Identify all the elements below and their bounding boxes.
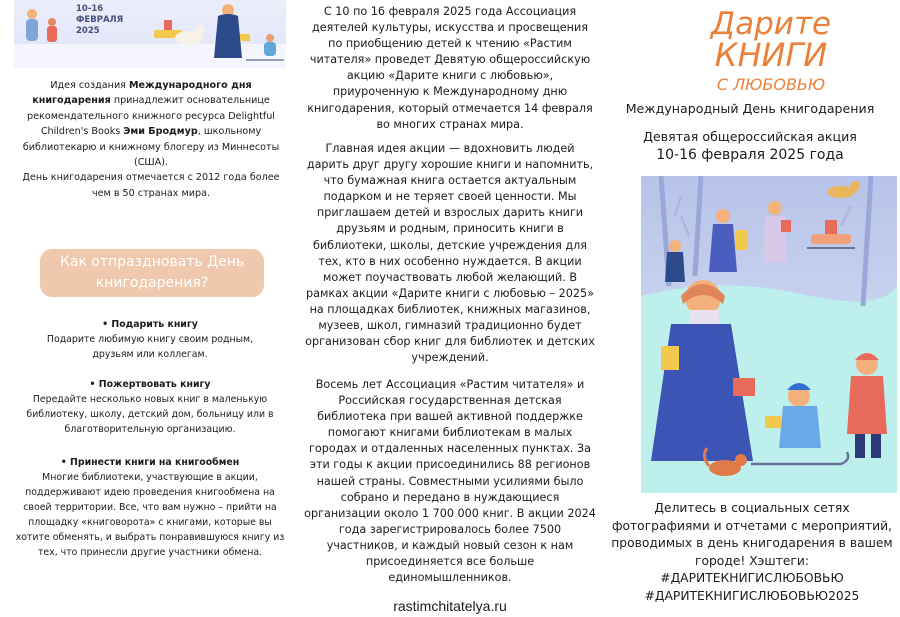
intro-text-part: Идея создания — [50, 80, 129, 91]
intro-text-part: , школьному библиотекарю и книжному блогеру из Миннесоты (США). — [22, 126, 280, 169]
way-text: Подарите любимую книгу своим родным, друзьям или коллегам. — [46, 334, 254, 360]
banner-date — [76, 4, 123, 37]
middle-paragraph-2: Главная идея акции — вдохновить людей дарить друг другу хорошие книги и напомнить, что бумажная книга остается актуальным подарком и не теряет своей ценности. Мы приглашаем детей и взрослых дарить книги друзьям и родным, приносить книги в библиотеки, школы, детские учреждения для тех, кто в них особенно нуждается. В акции может поучаствовать любой желающий. В рамках акции «Дарите книги с любовью – 2025» на площадках библиотек, книжных магазинов, музеев, школ, гимназий традиционно будет организован сбор книг для библиотек и детских учреждений. — [305, 142, 595, 365]
main-illustration — [641, 176, 897, 493]
campaign-logo — [696, 4, 846, 96]
banner-date-month: ФЕВРАЛЯ — [76, 15, 124, 25]
intro-paragraph-1 — [22, 78, 280, 170]
way-item — [8, 455, 292, 560]
hashtag-1[interactable]: #ДАРИТЕКНИГИСЛЮБОВЬЮ — [660, 571, 844, 586]
intro-text-part: принадлежит основательнице рекомендательного книжного ресурса Delightful Children's Books — [27, 95, 275, 138]
middle-paragraph-1: С 10 по 16 февраля 2025 года Ассоциация деятелей культуры, искусства и просвещения по приобщению детей к чтению «Растим читателя» проведет Девятую общероссийскую акцию «Дарите книги с любовью», приуроченную к Международному дню книгодарения, который отмечается 14 февраля во многих странах мира. — [307, 5, 593, 131]
howto-heading: Как отпраздновать День книгодарения? — [40, 249, 264, 297]
middle-paragraph-3: Восемь лет Ассоциация «Растим читателя» и Российская государственная детская библиотека при вашей активной поддержке помогают книгами библиотекам в малых городах и отдаленных населенных пунктах. За эти годы к акции присоединились 88 регионов нашей страны. Совместными усилиями было собрано и передано в нуждающиеся организации около 1 700 000 книг. В акции 2024 года зарегистрировалось более 7500 участников, и каждый новый сезон к нам присоединяется все больше единомышленников. — [304, 378, 596, 585]
logo-line-3: С ЛЮБОВЬЮ — [716, 75, 826, 94]
action-title: Девятая общероссийская акция — [643, 129, 857, 144]
banner-illustration — [14, 0, 286, 68]
left-panel — [0, 0, 300, 617]
share-block — [610, 500, 894, 606]
way-item — [8, 317, 292, 362]
banner-date-days: 10-16 — [76, 4, 104, 14]
way-title: • Принести книги на книгообмен — [60, 457, 240, 468]
action-dates: 10-16 февраля 2025 года — [656, 147, 844, 163]
banner-date-year: 2025 — [76, 26, 100, 36]
intro-bold-holiday: Международного дня книгодарения — [32, 80, 252, 107]
way-title: • Пожертвовать книгу — [89, 379, 211, 390]
way-text: Передайте несколько новых книг в маленькую библиотеку, школу, детский дом, больницу или в благотворительную организацию. — [26, 394, 274, 435]
logo-line-1: Дарите — [710, 6, 832, 42]
logo-line-2: КНИГИ — [714, 36, 828, 74]
intro-bold-author: Эми Бродмур — [123, 126, 198, 138]
intro-text — [22, 78, 280, 201]
hashtag-2[interactable]: #ДАРИТЕКНИГИСЛЮБОВЬЮ2025 — [644, 588, 860, 603]
website-link[interactable]: rastimchitatelya.ru — [393, 598, 507, 614]
winter-reading-illustration — [641, 176, 897, 493]
way-text: Многие библиотеки, участвующие в акции, поддерживают идею проведения книгообмена на своей территории. Все, что вам нужно – прийти на площадку «книговорота» с книгами, которые вы хотите обменять, и выбрать понравившуюся книгу из тех, что принесли другие участники обмена. — [15, 472, 285, 558]
subtitle: Международный День книгодарения — [625, 101, 875, 116]
way-item — [8, 377, 292, 437]
share-text: Делитесь в социальных сетях фотографиями и отчетами с мероприятий, проводимых в день книгодарения в вашем городе! Хэштеги: — [611, 501, 893, 568]
intro-paragraph-2: День книгодарения отмечается с 2012 года более чем в 50 странах мира. — [22, 172, 280, 199]
way-title: • Подарить книгу — [102, 319, 198, 330]
winter-scene-illustration — [14, 0, 286, 68]
